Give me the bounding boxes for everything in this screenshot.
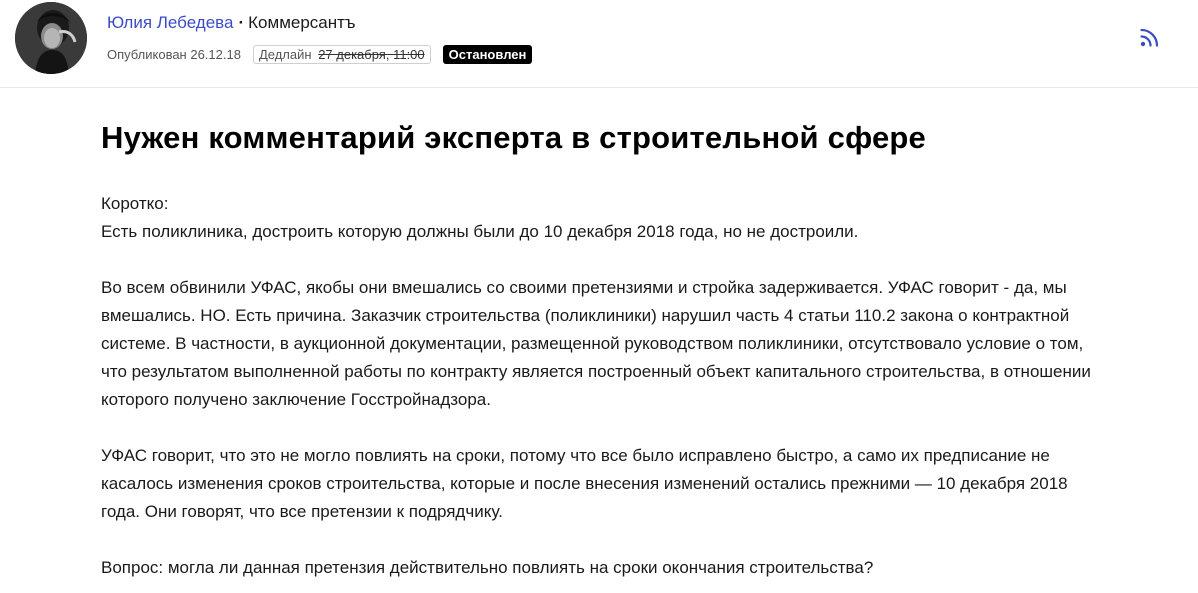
rss-button[interactable]	[1139, 26, 1161, 48]
deadline-date: 27 декабря, 11:00	[318, 46, 425, 62]
published-date: Опубликован 26.12.18	[107, 46, 241, 62]
summary-text: Есть поликлиника, достроить которую должны были до 10 декабря 2018 года, но не достроили.	[101, 222, 859, 241]
rss-icon	[1139, 26, 1161, 48]
avatar-photo-icon	[15, 2, 87, 74]
deadline-label: Дедлайн	[258, 46, 312, 62]
paragraph-summary	[101, 190, 1101, 246]
article-body	[101, 190, 1101, 582]
author-name-link[interactable]: Юлия Лебедева	[107, 13, 234, 32]
paragraph-ufas-claim: Во всем обвинили УФАС, якобы они вмешались со своими претензиями и стройка задерживается. УФАС говорит - да, мы вмешались. НО. Есть причина. Заказчик строительства (поликлиники) нарушил часть 4 статьи 110.2 закона о контрактной системе. В частности, в аукционной документации, размещенной руководством поликлиники, отсутствовало условие о том, что результатом выполненной работы по контракту является построенный объект капитального строительства, в отношении которого получено заключение Госстройнадзора.	[101, 278, 1091, 409]
paragraph-ufas-response: УФАС говорит, что это не могло повлиять на сроки, потому что все было исправлено быстро, а само их предписание не касалось изменения сроков строительства, которые и после внесения изменений остались прежними — 10 декабря 2018 года. Они говорят, что все претензии к подрядчику.	[101, 446, 1068, 521]
author-avatar[interactable]	[15, 2, 87, 74]
company-name[interactable]: Коммерсантъ	[248, 13, 356, 32]
paragraph-question: Вопрос: могла ли данная претензия действительно повлиять на сроки окончания строительства?	[101, 558, 874, 577]
article-content	[101, 88, 1101, 582]
status-badge: Остановлен	[443, 45, 533, 64]
article-title: Нужен комментарий эксперта в строительной сфере	[101, 120, 926, 155]
summary-label: Коротко:	[101, 194, 169, 213]
meta-line	[107, 43, 532, 65]
author-line	[107, 12, 356, 34]
question-header	[0, 0, 1198, 88]
deadline-box	[253, 45, 431, 64]
separator-dot: ·	[238, 13, 245, 32]
